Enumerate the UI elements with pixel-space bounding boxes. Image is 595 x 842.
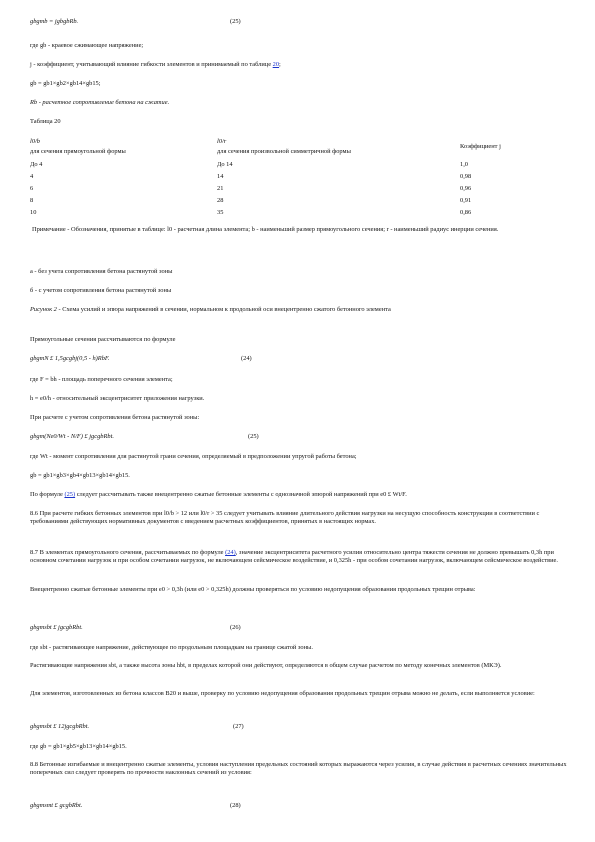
- gb-product-formula-3: где gb = gb1×gb5×gb13×gb14×gb15.: [30, 743, 127, 750]
- definition-j-end: ;: [279, 61, 281, 68]
- paragraph-tension-zone: При расчете с учетом сопротивления бетона растянутой зоны:: [30, 414, 200, 421]
- formula-24-block: [30, 355, 570, 363]
- gb-product-formula-2: gb = gb1×gb3×gb4×gb13×gb14×gb15.: [30, 472, 130, 479]
- formula-25-text: gbgmb = jgbgbRb.: [30, 18, 79, 25]
- figure-legend-a: а - без учета сопротивления бетона растянутой зоны: [30, 268, 173, 275]
- figure-caption-text: - Схема усилий и эпюра напряжений в сечении, нормальном к продольной оси внецентренно сжатого бетонного элемента: [56, 306, 391, 313]
- table-row-4-c1: 8: [30, 197, 34, 204]
- table-header-rect: для сечения прямоугольной формы: [30, 148, 126, 155]
- table-header-sym: для сечения произвольной симметричной формы: [217, 148, 351, 155]
- paragraph-fem: Растягивающие напряжения sbt, а также высота зоны hbt, в пределах которой они действуют, определяются в общем случае расчетом по методу конечных элементов (МКЭ).: [30, 662, 502, 669]
- formula-28-text: gbgmsmt £ gcgbRbt.: [30, 802, 83, 809]
- paragraph-8-7: [30, 549, 570, 565]
- table-row-3-c3: 0,96: [460, 185, 472, 192]
- figure-caption-label: Рисунок 2: [30, 306, 57, 313]
- formula-25b-text: gbgm(Ne0/Wt - N/F) £ jgcgbRbt.: [30, 433, 114, 440]
- definition-rb: Rb - расчетное сопротивление бетона на сжатие.: [30, 99, 170, 106]
- formula-25b-number: (25): [248, 433, 259, 440]
- definition-sbt: где sbt - растягивающее напряжение, действующее по продольным площадкам на границе сжатой зоны.: [30, 644, 313, 651]
- formula-26-block: [30, 624, 570, 632]
- table-caption: Таблица 20: [30, 118, 61, 125]
- table-row-3-c2: 21: [217, 185, 224, 192]
- formula-26-number: (26): [230, 624, 241, 631]
- table-row-5-c2: 35: [217, 209, 224, 216]
- paragraph-8-7-pre: 8.7 В элементах прямоугольного сечения, рассчитываемых по формуле: [30, 549, 226, 556]
- table-row-1-c1: До 4: [30, 161, 43, 168]
- paragraph-formula-25-post: следует рассчитывать также внецентренно сжатые бетонные элементы с однозначной эпюрой напряжений при e0 £ Wt/F.: [75, 491, 407, 498]
- formula-24-text: gbgmN £ 1,5gcgbj(0,5 - h)RbF.: [30, 355, 110, 362]
- table-row-2-c1: 4: [30, 173, 34, 180]
- table-row-3-c1: 6: [30, 185, 34, 192]
- table-20-link[interactable]: 20: [272, 61, 280, 68]
- table-row-1-c2: До 14: [217, 161, 233, 168]
- formula-27-text: gbgmsbt £ 12jgcgbRbt.: [30, 723, 90, 730]
- definition-gb: где gb - краевое сжимающее напряжение;: [30, 42, 144, 49]
- formula-25-number: (25): [230, 18, 241, 25]
- formula-24-link[interactable]: (24): [225, 549, 236, 556]
- definition-f: где F = bh - площадь поперечного сечения элемента;: [30, 376, 173, 383]
- formula-25-link[interactable]: (25): [64, 491, 76, 498]
- formula-27-block: [30, 723, 570, 731]
- formula-28-block: [30, 802, 570, 810]
- paragraph-formula-25-pre: По формуле: [30, 491, 65, 498]
- table-header-l0r: l0/r: [217, 138, 227, 145]
- figure-caption: [30, 306, 570, 314]
- definition-j-text: j - коэффициент, учитывающий влияние гибкости элементов и принимаемый по таблице: [30, 61, 273, 68]
- table-row-5-c1: 10: [30, 209, 37, 216]
- table-header-coef: Коэффициент j: [460, 143, 501, 150]
- formula-28-number: (28): [230, 802, 241, 809]
- definition-j: [30, 61, 570, 69]
- formula-24-number: (24): [241, 355, 252, 362]
- table-row-4-c3: 0,91: [460, 197, 472, 204]
- table-header-l0b: l0/b: [30, 138, 40, 145]
- table-row-5-c3: 0,86: [460, 209, 472, 216]
- paragraph-8-8: 8.8 Бетонные изгибаемые и внецентренно сжатые элементы, условия наступления предельных состояний которых выражаются через усилия, в случае действия в расчетных сечениях значительных поперечных сил следует проверять по прочности наклонных сечений из условия:: [30, 761, 567, 776]
- paragraph-8-6: 8.6 При расчете гибких бетонных элементов при l0/b > 12 или l0/r > 35 следует учитывать влияние длительного действия нагрузки на несущую способность конструкции в соответствии с требованиями действующих нормативных документов с введением расчетных коэффициентов, принятых в настоящих нормах.: [30, 510, 540, 525]
- definition-wt: где Wt - момент сопротивления для растянутой грани сечения, определяемый в предположении упругой работы бетона;: [30, 453, 357, 460]
- formula-25-block: [30, 18, 570, 26]
- table-row-1-c3: 1,0: [460, 161, 468, 168]
- paragraph-formula-25-usage: [30, 491, 570, 499]
- table-note: Примечание - Обозначения, принятые в таблице: l0 - расчетная длина элемента; b - наименьший размер прямоугольного сечения; r - наименьший радиус инерции сечения.: [32, 226, 499, 233]
- table-20: [30, 138, 570, 228]
- formula-25b-block: [30, 433, 570, 441]
- formula-26-text: gbgmsbt £ jgcgbRbt.: [30, 624, 83, 631]
- table-row-2-c3: 0,98: [460, 173, 472, 180]
- paragraph-b20: Для элементов, изготовленных из бетона классов В20 и выше, проверку по условию недопущения образования продольных трещин отрыва можно не делать, если выполняется условие:: [30, 690, 535, 697]
- paragraph-rect-sections: Прямоугольные сечения рассчитываются по формуле: [30, 336, 176, 343]
- formula-27-number: (27): [233, 723, 244, 730]
- table-row-2-c2: 14: [217, 173, 224, 180]
- definition-eta: h = e0/h - относительный эксцентриситет приложения нагрузки.: [30, 395, 205, 402]
- table-row-4-c2: 28: [217, 197, 224, 204]
- paragraph-eccentric-check: Внецентренно сжатые бетонные элементы при e0 > 0,3h (или e0 > 0,325h) должны проверяться по условию недопущения образования продольных трещин отрыва:: [30, 586, 476, 593]
- figure-legend-b: б - с учетом сопротивления бетона растянутой зоны: [30, 287, 172, 294]
- gb-product-formula: gb = gb1×gb2×gb14×gb15;: [30, 80, 101, 87]
- paragraph-8-7-post: , значение эксцентриситета расчетного усилия относительно центра тяжести сечения не должно превышать 0,3h при основном сочетании нагрузок и при особом сочетании нагрузок, не включающем сейсмическое воздействие, и 0,325h - при особом сочетании нагрузок, включающем сейсмическое воздействие.: [30, 549, 558, 564]
